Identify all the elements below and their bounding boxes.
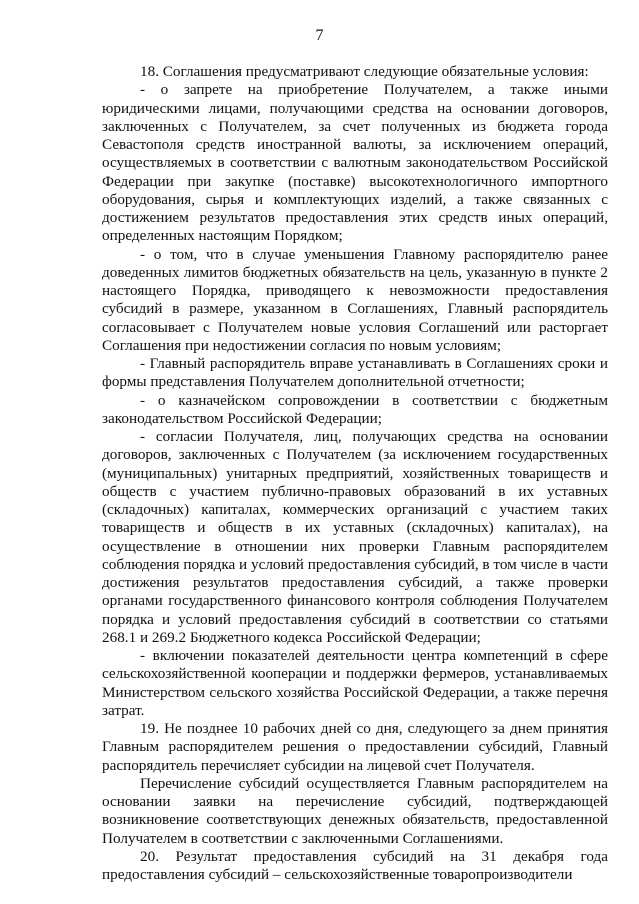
paragraph-20: 20. Результат предоставления субсидий на 31 декабря года предоставления субсидий – сельскохозяйственные товаропроизводители xyxy=(102,847,608,883)
document-body xyxy=(102,63,608,884)
paragraph-treasury: - о казначейском сопровождении в соответствии с бюджетным законодательством Российской Федерации; xyxy=(102,391,608,427)
paragraph-transfer: Перечисление субсидий осуществляется Главным распорядителем на основании заявки на перечисление субсидий, подтверждающей возникновение соответствующих денежных обязательств, предоставленной Получателем в соответствии с заключенными Соглашениями. xyxy=(102,774,608,847)
page-number: 7 xyxy=(315,27,324,44)
paragraph-indicators: - включении показателей деятельности центра компетенций в сфере сельскохозяйственной кооперации и поддержки фермеров, устанавливаемых Министерством сельского хозяйства Российской Федерации, а также перечня затрат. xyxy=(102,647,608,719)
paragraph-reporting: - Главный распорядитель вправе устанавливать в Соглашениях сроки и формы представления Получателем дополнительной отчетности; xyxy=(102,355,608,391)
paragraph-currency-ban: - о запрете на приобретение Получателем, а также иными юридическими лицами, получающими средства на основании договоров, заключенных с Получателем, за счет полученных из бюджета города Севастополя средств иностранной валюты, за исключением операций, осуществляемых в соответствии с валютным законодательством Российской Федерации при закупке (поставке) высокотехнологичного импортного оборудования, сырья и комплектующих изделий, а также связанных с достижением результатов предоставления этих средств иных операций, определенных настоящим Порядком; xyxy=(102,81,608,245)
paragraph-limits-reduction: - о том, что в случае уменьшения Главному распорядителю ранее доведенных лимитов бюджетных обязательств на цель, указанную в пункте 2 настоящего Порядка, приводящего к невозможности предоставления субсидий в размере, указанном в Соглашениях, Главный распорядитель согласовывает с Получателем новые условия Соглашений или расторгает Соглашения при недостижении согласия по новым условиям; xyxy=(102,245,608,354)
paragraph-19: 19. Не позднее 10 рабочих дней со дня, следующего за днем принятия Главным распорядителем решения о предоставлении субсидий, Главный распорядитель перечисляет субсидии на лицевой счет Получателя. xyxy=(102,720,608,774)
paragraph-consent: - согласии Получателя, лиц, получающих средства на основании договоров, заключенных с Получателем (за исключением государственных (муниципальных) унитарных предприятий, хозяйственных товариществ и обществ с участием публично-правовых образований в их уставных (складочных) капиталах, коммерческих организаций с участием таких товариществ и обществ в их уставных (складочных) капиталах), на осуществление в отношении них проверки Главным распорядителем соблюдения порядка и условий предоставления субсидий, в том числе в части достижения результатов предоставления субсидий, а также проверки органами государственного финансового контроля соблюдения Получателем порядка и условий предоставления субсидий в соответствии со статьями 268.1 и 269.2 Бюджетного кодекса Российской Федерации; xyxy=(102,428,609,646)
paragraph-18-intro: 18. Соглашения предусматривают следующие обязательные условия: xyxy=(140,63,589,80)
